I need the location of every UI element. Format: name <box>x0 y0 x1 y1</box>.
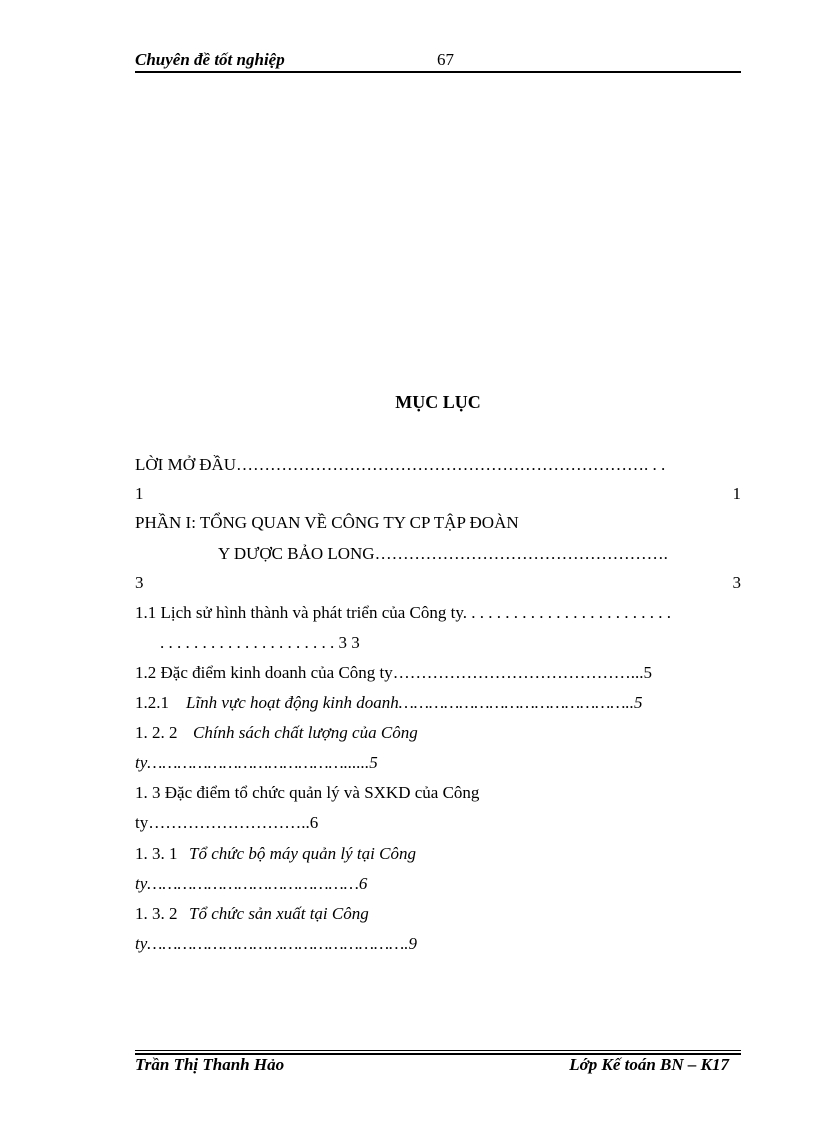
header-title: Chuyên đề tốt nghiệp <box>135 50 285 69</box>
toc-entry-part1-page-right: 3 <box>732 573 741 592</box>
header-rule <box>135 71 741 73</box>
footer-class: Lớp Kế toán BN – K17 <box>569 1055 729 1074</box>
toc-entry-1-3-1-cont: ty……………………………………6 <box>135 874 368 893</box>
footer-author: Trần Thị Thanh Hảo <box>135 1055 285 1074</box>
toc-entry-intro-page-right: 1 <box>732 484 741 503</box>
toc-entry-1-2-2: Chính sách chất lượng của Công <box>193 723 418 742</box>
toc-title: MỤC LỤC <box>395 392 481 412</box>
toc-entry-1-2: 1.2 Đặc điểm kinh doanh của Công ty……………………………………...5 <box>135 663 653 682</box>
toc-entry-part1: PHẦN I: TỔNG QUAN VỀ CÔNG TY CP TẬP ĐOÀN <box>135 513 519 532</box>
toc-entry-1-1-cont: . . . . . . . . . . . . . . . . . . . . . 3 3 <box>160 633 360 652</box>
toc-entry-1-3-1-num: 1. 3. 1 <box>135 844 178 863</box>
toc-entry-part1-page-left: 3 <box>135 573 144 592</box>
toc-entry-1-3-2: Tổ chức sản xuất tại Công <box>189 904 369 923</box>
toc-entry-part1-cont: Y DƯỢC BẢO LONG……………………………………………. <box>218 544 668 563</box>
toc-entry-1-3-2-num: 1. 3. 2 <box>135 904 178 923</box>
toc-entry-1-2-1-num: 1.2.1 <box>135 693 169 712</box>
toc-entry-1-3-1: Tổ chức bộ máy quản lý tại Công <box>189 844 416 863</box>
toc-entry-1-2-2-cont: ty…………………………………......5 <box>135 753 378 772</box>
footer-rule-thin <box>135 1050 741 1051</box>
toc-entry-1-3-2-cont: ty…………………………………………….9 <box>135 934 417 953</box>
toc-entry-intro: LỜI MỞ ĐẦU………………………………………………………………. . . <box>135 455 666 474</box>
toc-entry-1-3-cont: ty………………………..6 <box>135 813 319 832</box>
toc-entry-1-3: 1. 3 Đặc điểm tổ chức quản lý và SXKD của Công <box>135 783 480 802</box>
page-number: 67 <box>437 50 454 69</box>
toc-entry-1-2-2-num: 1. 2. 2 <box>135 723 178 742</box>
toc-entry-1-2-1: Lĩnh vực hoạt động kinh doanh………………………………………..5 <box>186 693 643 712</box>
toc-entry-1-1: 1.1 Lịch sử hình thành và phát triển của Công ty. . . . . . . . . . . . . . . . . . . . . . . . . <box>135 603 671 622</box>
toc-entry-intro-page-left: 1 <box>135 484 144 503</box>
